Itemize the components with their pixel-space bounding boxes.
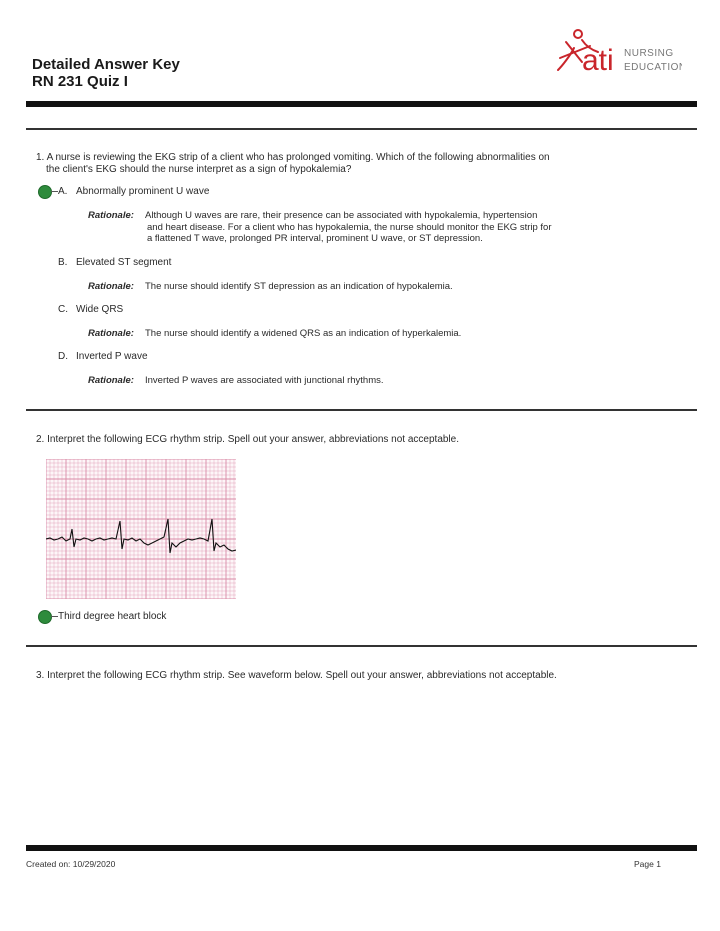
ati-logo bbox=[552, 26, 682, 86]
section-divider bbox=[26, 409, 697, 411]
header-divider-thin bbox=[26, 128, 697, 130]
header-divider-thick bbox=[26, 101, 697, 107]
option-letter: B. bbox=[58, 257, 68, 268]
logo-line1: NURSING bbox=[624, 48, 674, 59]
created-date: Created on: 10/29/2020 bbox=[26, 859, 116, 869]
q3-text: 3. Interpret the following ECG rhythm strip. See waveform below. Spell out your answer, abbreviations not acceptable. bbox=[36, 670, 557, 681]
document-subtitle: RN 231 Quiz I bbox=[32, 73, 128, 90]
q1-option-d bbox=[58, 351, 148, 363]
q1-text-line2: the client's EKG should the nurse interpret as a sign of hypokalemia? bbox=[46, 164, 352, 175]
option-letter: A. bbox=[58, 186, 68, 197]
section-divider bbox=[26, 645, 697, 647]
rationale-line: Although U waves are rare, their presence can be associated with hypokalemia, hypertension bbox=[145, 210, 538, 221]
logo-line2: EDUCATION bbox=[624, 62, 682, 73]
option-label: Abnormally prominent U wave bbox=[76, 186, 210, 197]
rationale-label: Rationale: bbox=[88, 375, 134, 386]
q1-rationale-d bbox=[88, 375, 688, 387]
q2-answer: Third degree heart block bbox=[58, 611, 167, 622]
rationale-label: Rationale: bbox=[88, 328, 134, 339]
ati-logo-mark bbox=[552, 26, 682, 86]
q1-rationale-b bbox=[88, 281, 688, 293]
option-letter: D. bbox=[58, 351, 68, 362]
rationale-label: Rationale: bbox=[88, 281, 134, 292]
q1-rationale-c bbox=[88, 328, 688, 340]
option-letter: C. bbox=[58, 304, 68, 315]
q1-option-b bbox=[58, 257, 171, 269]
marker-pointer-icon bbox=[51, 191, 58, 192]
q1-rationale-a bbox=[88, 210, 688, 246]
correct-answer-marker-icon bbox=[38, 185, 52, 199]
document-title: Detailed Answer Key bbox=[32, 56, 180, 73]
rationale-text: The nurse should identify a widened QRS as an indication of hyperkalemia. bbox=[145, 328, 462, 339]
rationale-text bbox=[145, 210, 650, 245]
logo-brand: ati bbox=[582, 44, 614, 77]
correct-answer-marker-icon bbox=[38, 610, 52, 624]
option-label: Inverted P wave bbox=[76, 351, 148, 362]
rationale-line: a flattened T wave, prolonged PR interval, prominent U wave, or ST depression. bbox=[147, 233, 483, 244]
ecg-rhythm-strip bbox=[46, 459, 236, 599]
ecg-strip-image bbox=[46, 459, 236, 599]
q1-text-line1: 1. A nurse is reviewing the EKG strip of a client who has prolonged vomiting. Which of the following abnormalities on bbox=[36, 152, 550, 163]
rationale-line: and heart disease. For a client who has hypokalemia, the nurse should monitor the EKG strip for bbox=[147, 221, 552, 233]
rationale-text: The nurse should identify ST depression as an indication of hypokalemia. bbox=[145, 281, 453, 292]
option-label: Wide QRS bbox=[76, 304, 124, 315]
rationale-text: Inverted P waves are associated with junctional rhythms. bbox=[145, 375, 384, 386]
q2-text: 2. Interpret the following ECG rhythm strip. Spell out your answer, abbreviations not acceptable. bbox=[36, 434, 459, 445]
page-number: Page 1 bbox=[634, 859, 661, 869]
marker-pointer-icon bbox=[51, 616, 58, 617]
footer-divider bbox=[26, 845, 697, 851]
option-label: Elevated ST segment bbox=[76, 257, 172, 268]
q1-option-c bbox=[58, 304, 123, 316]
q1-option-a bbox=[58, 186, 209, 198]
rationale-label: Rationale: bbox=[88, 210, 134, 221]
